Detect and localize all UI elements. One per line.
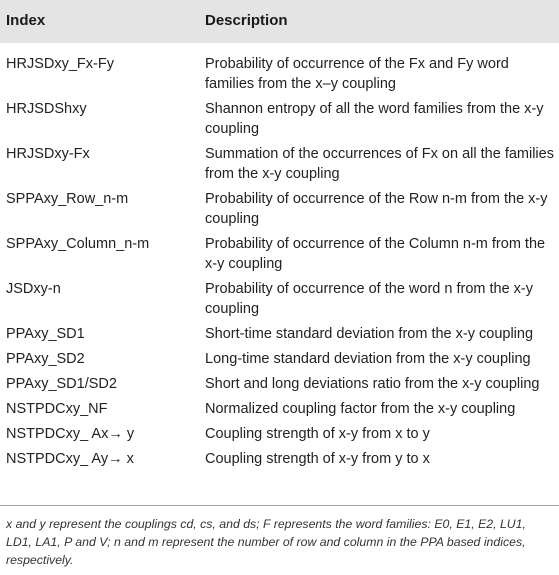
description-cell: Probability of occurrence of the word n from the x-y coupling bbox=[205, 281, 534, 317]
index-cell: NSTPDCxy_ Ax→ y bbox=[6, 426, 135, 442]
index-cell: PPAxy_SD2 bbox=[6, 351, 85, 367]
description-cell: Normalized coupling factor from the x-y coupling bbox=[205, 401, 516, 417]
table-row bbox=[0, 144, 559, 184]
table-row bbox=[0, 279, 559, 319]
table-row bbox=[0, 374, 559, 394]
table-row bbox=[0, 99, 559, 139]
index-cell: PPAxy_SD1 bbox=[6, 326, 85, 342]
description-cell: Shannon entropy of all the word families from the x-y coupling bbox=[205, 101, 544, 137]
index-cell: HRJSDxy_Fx-Fy bbox=[6, 56, 114, 72]
table-row bbox=[0, 424, 559, 444]
description-cell: Summation of the occurrences of Fx on all the families from the x-y coupling bbox=[205, 146, 554, 182]
index-cell: NSTPDCxy_NF bbox=[6, 401, 108, 417]
description-cell: Long-time standard deviation from the x-y coupling bbox=[205, 351, 531, 367]
table-footnote: x and y represent the couplings cd, cs, and ds; F represents the word families: E0, E1, E2, LU1, LD1, LA1, P and V; n and m represent the number of row and column in the PPA based indices, respectively. bbox=[6, 517, 526, 567]
index-cell: PPAxy_SD1/SD2 bbox=[6, 376, 117, 392]
description-cell: Short and long deviations ratio from the x-y coupling bbox=[205, 376, 540, 392]
table-row bbox=[0, 324, 559, 344]
table-row bbox=[0, 399, 559, 419]
table-row bbox=[0, 189, 559, 229]
description-cell: Probability of occurrence of the Fx and Fy word families from the x–y coupling bbox=[205, 56, 509, 92]
column-header-index: Index bbox=[6, 12, 46, 29]
table-row bbox=[0, 349, 559, 369]
index-cell: SPPAxy_Column_n-m bbox=[6, 236, 150, 252]
table-row bbox=[0, 449, 559, 469]
table-row bbox=[0, 234, 559, 274]
description-cell: Short-time standard deviation from the x-y coupling bbox=[205, 326, 534, 342]
index-cell: JSDxy-n bbox=[6, 281, 61, 297]
index-cell: NSTPDCxy_ Ay→ x bbox=[6, 451, 134, 467]
description-cell: Coupling strength of x-y from y to x bbox=[205, 451, 430, 467]
column-header-description: Description bbox=[205, 12, 288, 29]
description-cell: Coupling strength of x-y from x to y bbox=[205, 426, 430, 442]
table-bottom-rule bbox=[0, 505, 559, 506]
description-cell: Probability of occurrence of the Column n-m from the x-y coupling bbox=[205, 236, 546, 272]
index-cell: HRJSDShxy bbox=[6, 101, 87, 117]
index-cell: SPPAxy_Row_n-m bbox=[6, 191, 129, 207]
description-cell: Probability of occurrence of the Row n-m from the x-y coupling bbox=[205, 191, 548, 227]
table-header bbox=[0, 0, 559, 43]
index-cell: HRJSDxy-Fx bbox=[6, 146, 90, 162]
table-body bbox=[0, 54, 559, 474]
table-row bbox=[0, 54, 559, 94]
